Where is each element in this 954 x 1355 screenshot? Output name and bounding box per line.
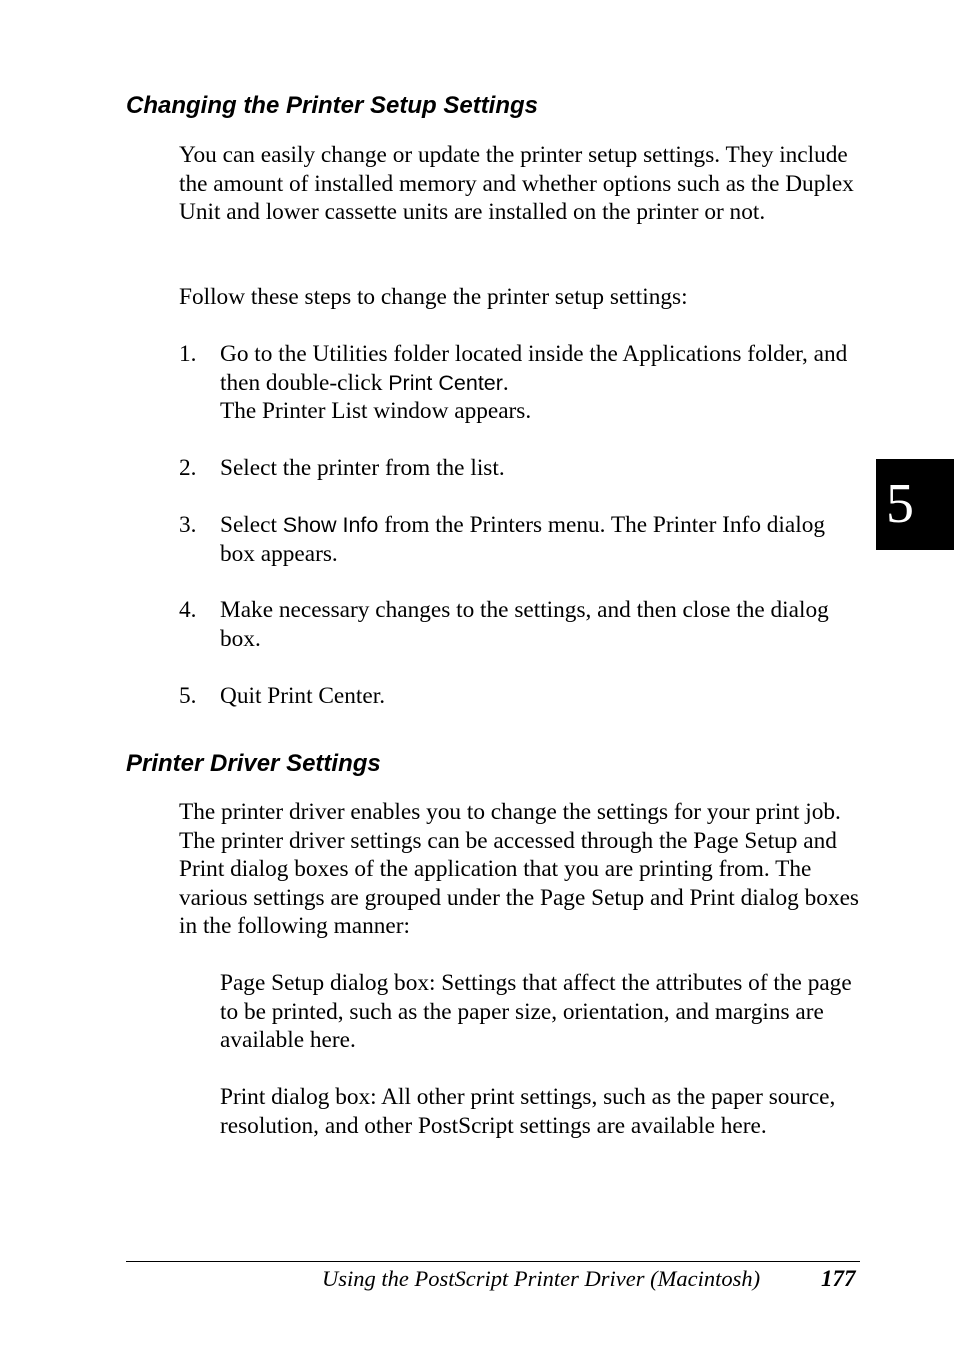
setup-intro-paragraph: You can easily change or update the printer setup settings. They include the amount of installed memory and whether options such as the Duplex Unit and lower cassette units are installed on the printer or not. bbox=[179, 142, 854, 225]
step-text-part: Quit Print Center. bbox=[220, 683, 386, 709]
section-heading-driver-settings: Printer Driver Settings bbox=[126, 750, 381, 777]
page-setup-description: Page Setup dialog box: Settings that affect the attributes of the page to be printed, such as the paper size, orientation, and margins are available here. bbox=[220, 970, 852, 1053]
step-text-part: from the Printers menu. The Printer Info dialog box appears. bbox=[220, 512, 826, 567]
step-text bbox=[220, 511, 863, 568]
ui-term-show-info: Show Info bbox=[282, 513, 379, 537]
step-text bbox=[220, 682, 863, 711]
step-number: 1. bbox=[179, 341, 197, 367]
step-text-part: . bbox=[502, 369, 509, 396]
step-result: The Printer List window appears. bbox=[220, 398, 532, 424]
step-4 bbox=[179, 596, 863, 653]
footer-divider bbox=[126, 1261, 860, 1262]
step-1 bbox=[179, 340, 863, 426]
step-text bbox=[220, 454, 863, 483]
step-2 bbox=[179, 454, 863, 483]
step-text bbox=[220, 596, 863, 653]
step-3 bbox=[179, 511, 863, 568]
step-text-part: Make necessary changes to the settings, and then close the dialog box. bbox=[220, 597, 829, 652]
ui-term-print-center: Print Center bbox=[388, 370, 503, 395]
step-5 bbox=[179, 682, 863, 711]
driver-intro-paragraph: The printer driver enables you to change the settings for your print job. The printer driver settings can be accessed through the Page Setup and Print dialog boxes of the application that you are printing from. The various settings are grouped under the Page Setup and Print dialog boxes in the following manner: bbox=[179, 799, 860, 939]
step-number: 5. bbox=[179, 683, 197, 709]
step-number: 4. bbox=[179, 597, 197, 623]
step-number: 2. bbox=[179, 455, 197, 481]
section-heading-printer-setup: Changing the Printer Setup Settings bbox=[126, 92, 539, 119]
page-number: 177 bbox=[821, 1266, 856, 1291]
step-text-part: Go to the Utilities folder located inside the Applications folder, and then double-click bbox=[220, 341, 848, 396]
step-text bbox=[220, 340, 863, 426]
step-number: 3. bbox=[179, 512, 197, 538]
running-footer-title: Using the PostScript Printer Driver (Macintosh) bbox=[322, 1266, 761, 1291]
steps-intro-paragraph: Follow these steps to change the printer setup settings: bbox=[179, 284, 688, 310]
chapter-tab: 5 bbox=[876, 459, 954, 550]
print-dialog-description: Print dialog box: All other print settings, such as the paper source, resolution, and other PostScript settings are available here. bbox=[220, 1084, 836, 1139]
step-text-part: Select the printer from the list. bbox=[220, 455, 505, 481]
step-text-part: Select bbox=[220, 512, 283, 538]
